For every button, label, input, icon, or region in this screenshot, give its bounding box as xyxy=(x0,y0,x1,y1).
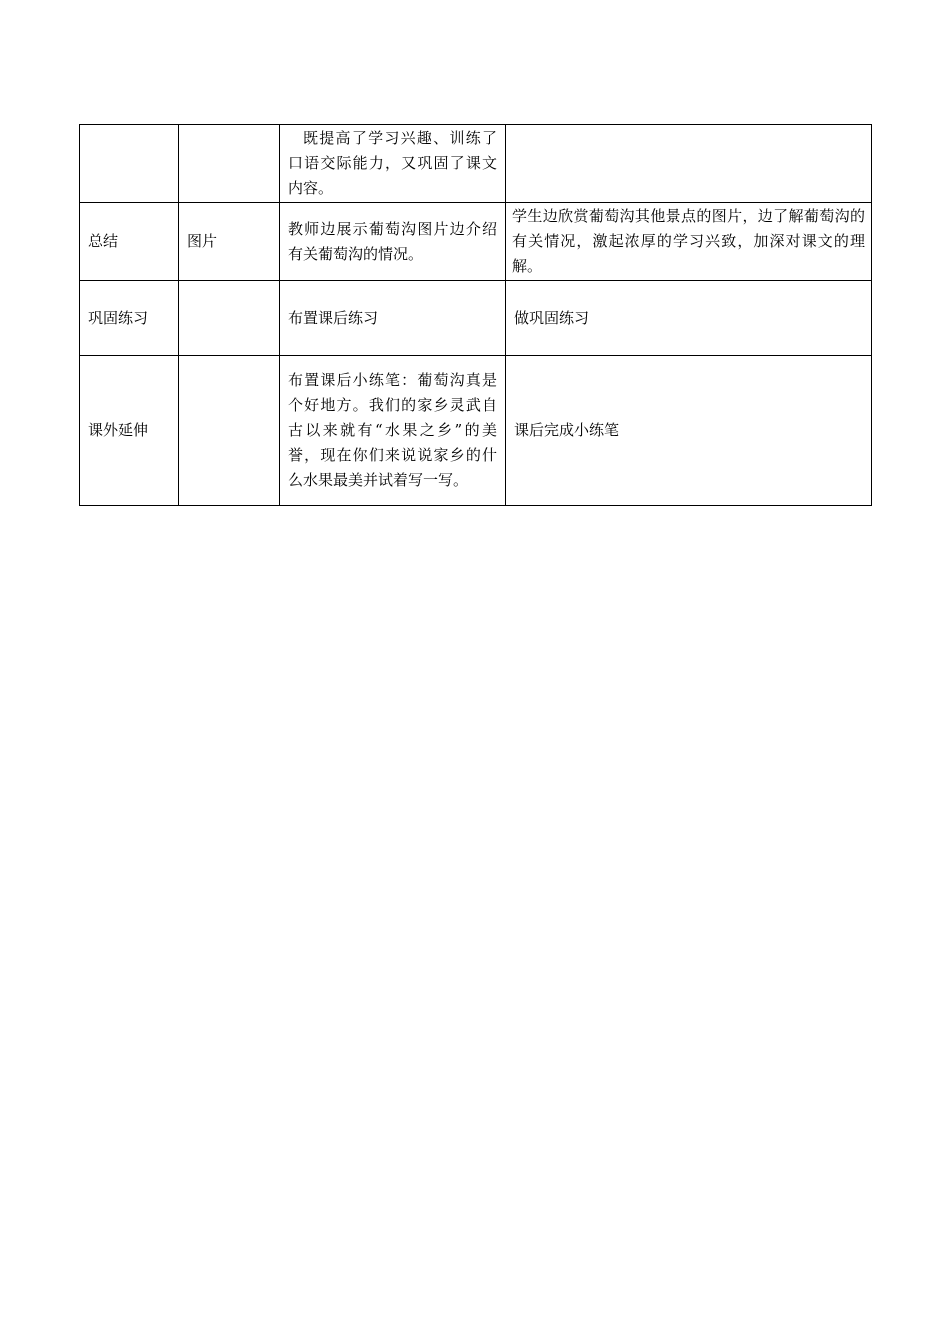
stage-cell: 课外延伸 xyxy=(80,356,179,506)
stage-cell: 巩固练习 xyxy=(80,281,179,356)
media-cell xyxy=(179,125,280,203)
student-activity-cell: 学生边欣赏葡萄沟其他景点的图片，边了解葡萄沟的有关情况，激起浓厚的学习兴致，加深对课文的理解。 xyxy=(506,203,872,281)
student-activity-cell: 做巩固练习 xyxy=(506,281,872,356)
teacher-activity-cell: 布置课后练习 xyxy=(280,281,506,356)
teacher-activity-cell: 教师边展示葡萄沟图片边介绍有关葡萄沟的情况。 xyxy=(280,203,506,281)
student-activity-cell xyxy=(506,125,872,203)
table-row xyxy=(80,356,872,506)
table-row xyxy=(80,203,872,281)
media-cell: 图片 xyxy=(179,203,280,281)
stage-cell xyxy=(80,125,179,203)
teacher-activity-cell: 既提高了学习兴趣、训练了口语交际能力，又巩固了课文内容。 xyxy=(280,125,506,203)
teacher-activity-cell: 布置课后小练笔：葡萄沟真是个好地方。我们的家乡灵武自古以来就有“水果之乡”的美誉，现在你们来说说家乡的什么水果最美并试着写一写。 xyxy=(280,356,506,506)
media-cell xyxy=(179,281,280,356)
student-activity-cell: 课后完成小练笔 xyxy=(506,356,872,506)
stage-cell: 总结 xyxy=(80,203,179,281)
table-row xyxy=(80,281,872,356)
media-cell xyxy=(179,356,280,506)
lesson-plan-table xyxy=(79,124,872,506)
table-row xyxy=(80,125,872,203)
